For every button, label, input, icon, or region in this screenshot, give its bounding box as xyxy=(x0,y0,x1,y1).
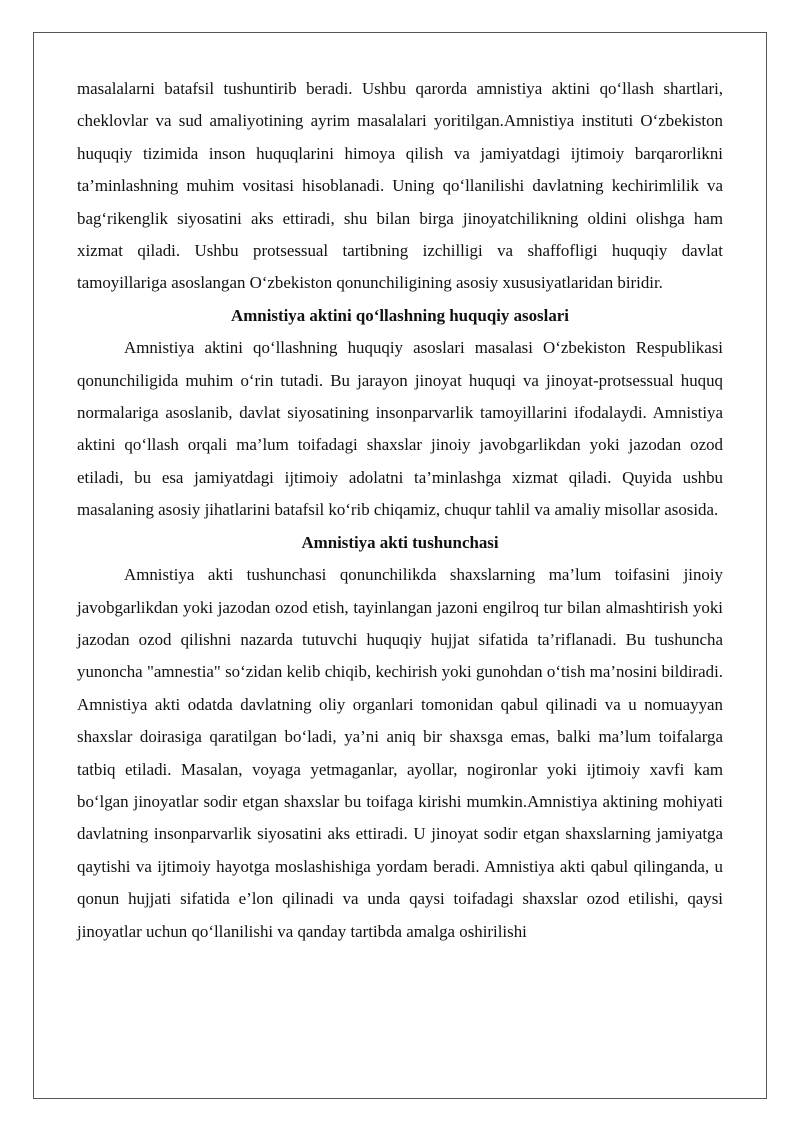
section-heading-concept: Amnistiya akti tushunchasi xyxy=(301,532,499,552)
document-body xyxy=(77,73,723,948)
paragraph-legal-basis: Amnistiya aktini qo‘llashning huquqiy asoslari masalasi O‘zbekiston Respublikasi qonunchiligida muhim o‘rin tutadi. Bu jarayon jinoyat huquqi va jinoyat-protsessual huquq normalariga asoslanib, davlat siyosatining insonparvarlik tamoyillarini ifodalaydi. Amnistiya aktini qo‘llash orqali ma’lum toifadagi shaxslar jinoiy javobgarlikdan yoki jazodan ozod etiladi, bu esa jamiyatdagi ijtimoiy adolatni ta’minlashga xizmat qiladi. Quyida ushbu masalaning asosiy jihatlarini batafsil ko‘rib chiqamiz, chuqur tahlil va amaliy misollar asosida. xyxy=(77,338,723,520)
paragraph-intro: masalalarni batafsil tushuntirib beradi. Ushbu qarorda amnistiya aktini qo‘llash shartlari, cheklovlar va sud amaliyotining ayrim masalalari yoritilgan.Amnistiya instituti O‘zbekiston huquqiy tizimida inson huquqlarini himoya qilish va jamiyatdagi ijtimoiy barqarorlikni ta’minlashning muhim vositasi hisoblanadi. Uning qo‘llanilishi davlatning kechirimlilik va bag‘rikenglik siyosatini aks ettiradi, shu bilan birga jinoyatchilikning oldini olishga ham xizmat qiladi. Ushbu protsessual tartibning izchilligi va shaffofligi huquqiy davlat tamoyillariga asoslangan O‘zbekiston qonunchiligining asosiy xususiyatlaridan biridir. xyxy=(77,79,723,293)
section-heading-legal-basis: Amnistiya aktini qo‘llashning huquqiy asoslari xyxy=(231,305,569,325)
paragraph-concept: Amnistiya akti tushunchasi qonunchilikda shaxslarning ma’lum toifasini jinoiy javobgarlikdan yoki jazodan ozod etish, tayinlangan jazoni engilroq tur bilan almashtirish yoki jazodan ozod qilishni nazarda tutuvchi huquqiy hujjat sifatida ta’riflanadi. Bu tushuncha yunoncha "amnestia" so‘zidan kelib chiqib, kechirish yoki gunohdan o‘tish ma’nosini bildiradi. Amnistiya akti odatda davlatning oliy organlari tomonidan qabul qilinadi va u nomuayyan shaxslar doirasiga qaratilgan bo‘ladi, ya’ni aniq bir shaxsga emas, balki ma’lum toifalarga tatbiq etiladi. Masalan, voyaga yetmaganlar, ayollar, nogironlar yoki ijtimoiy xavfi kam bo‘lgan jinoyatlar sodir etgan shaxslar bu toifaga kirishi mumkin.Amnistiya aktining mohiyati davlatning insonparvarlik siyosatini aks ettiradi. U jinoyat sodir etgan shaxslarning jamiyatga qaytishi va ijtimoiy hayotga moslashishiga yordam beradi. Amnistiya akti qabul qilinganda, u qonun hujjati sifatida e’lon qilinadi va unda qaysi toifadagi shaxslar ozod etilishi, qaysi jinoyatlar uchun qo‘llanilishi va qanday tartibda amalga oshirilishi xyxy=(77,565,723,941)
